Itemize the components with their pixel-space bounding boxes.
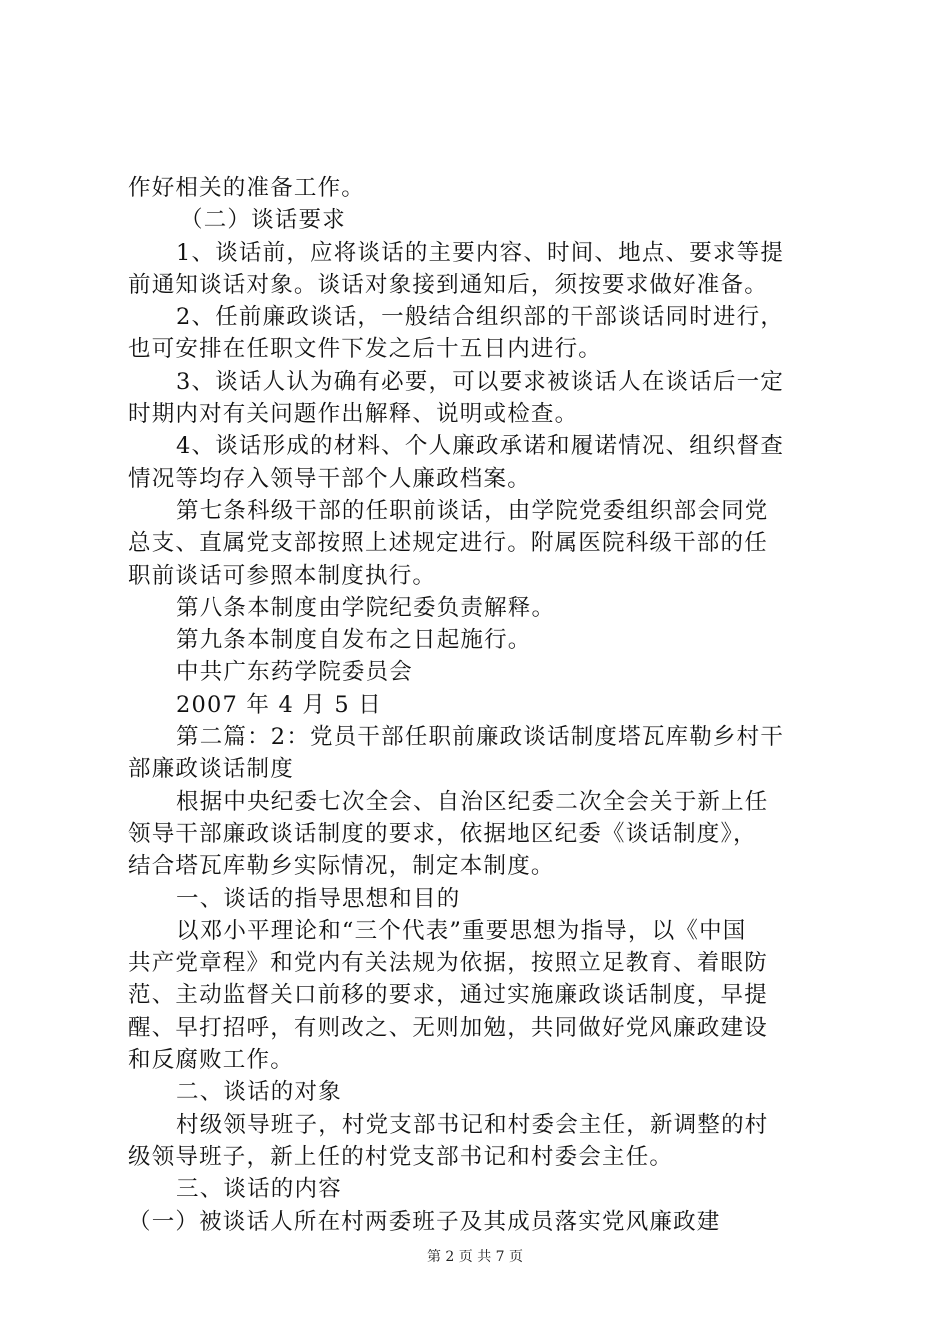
text-line: 职前谈话可参照本制度执行。 xyxy=(128,562,437,589)
text-line: 也可安排在任职文件下发之后十五日内进行。 xyxy=(128,336,603,363)
section-heading: 一、谈话的指导思想和目的 xyxy=(176,885,461,912)
text-line: 共产党章程》和党内有关法规为依据，按照立足教育、着眼防 xyxy=(128,950,768,977)
text-line: 第七条科级干部的任职前谈话，由学院党委组织部会同党 xyxy=(176,497,769,524)
text-line: 3、谈话人认为确有必要，可以要求被谈话人在谈话后一定 xyxy=(176,368,785,395)
text-line: 4、谈话形成的材料、个人廉政承诺和履诺情况、组织督查 xyxy=(176,433,785,460)
text-line: 情况等均存入领导干部个人廉政档案。 xyxy=(128,465,531,492)
text-line: 村级领导班子，村党支部书记和村委会主任，新调整的村 xyxy=(176,1111,769,1138)
signature-org: 中共广东药学院委员会 xyxy=(176,659,414,686)
text-line: 时期内对有关问题作出解释、说明或检查。 xyxy=(128,401,579,428)
text-line: 醒、早打招呼，有则改之、无则加勉，共同做好党风廉政建设 xyxy=(128,1014,768,1041)
text-line: 级领导班子，新上任的村党支部书记和村委会主任。 xyxy=(128,1143,674,1170)
text-line: 范、主动监督关口前移的要求，通过实施廉政谈话制度，早提 xyxy=(128,982,768,1009)
signature-date: 2007 年 4 月 5 日 xyxy=(176,691,382,718)
text-line: 和反腐败工作。 xyxy=(128,1047,294,1074)
text-line: 领导干部廉政谈话制度的要求，依据地区纪委《谈话制度》， xyxy=(128,820,757,847)
text-line: 第九条本制度自发布之日起施行。 xyxy=(176,627,532,654)
section-heading: （二）谈话要求 xyxy=(180,207,346,234)
text-line: 以邓小平理论和“三个代表”重要思想为指导，以《中国 xyxy=(176,917,747,944)
text-line: 结合塔瓦库勒乡实际情况，制定本制度。 xyxy=(128,853,555,880)
text-line: 前通知谈话对象。谈话对象接到通知后，须按要求做好准备。 xyxy=(128,271,768,298)
text-line: 总支、直属党支部按照上述规定进行。附属医院科级干部的任 xyxy=(128,530,768,557)
text-line: 作好相关的准备工作。 xyxy=(128,175,366,201)
text-line: 根据中央纪委七次全会、自治区纪委二次全会关于新上任 xyxy=(176,788,769,815)
page-footer: 第 2 页 共 7 页 xyxy=(426,1249,524,1265)
chapter-title: 第二篇：2：党员干部任职前廉政谈话制度塔瓦库勒乡村干 xyxy=(176,724,785,751)
chapter-title-cont: 部廉政谈话制度 xyxy=(128,756,294,783)
document-body xyxy=(128,172,833,1238)
text-line: （一）被谈话人所在村两委班子及其成员落实党风廉政建 xyxy=(128,1208,721,1235)
section-heading: 三、谈话的内容 xyxy=(176,1176,342,1203)
text-line: 第八条本制度由学院纪委负责解释。 xyxy=(176,594,556,621)
text-line: 1、谈话前，应将谈话的主要内容、时间、地点、要求等提 xyxy=(176,239,785,266)
section-heading: 二、谈话的对象 xyxy=(176,1079,342,1106)
text-line: 2、任前廉政谈话，一般结合组织部的干部谈话同时进行， xyxy=(176,304,785,331)
